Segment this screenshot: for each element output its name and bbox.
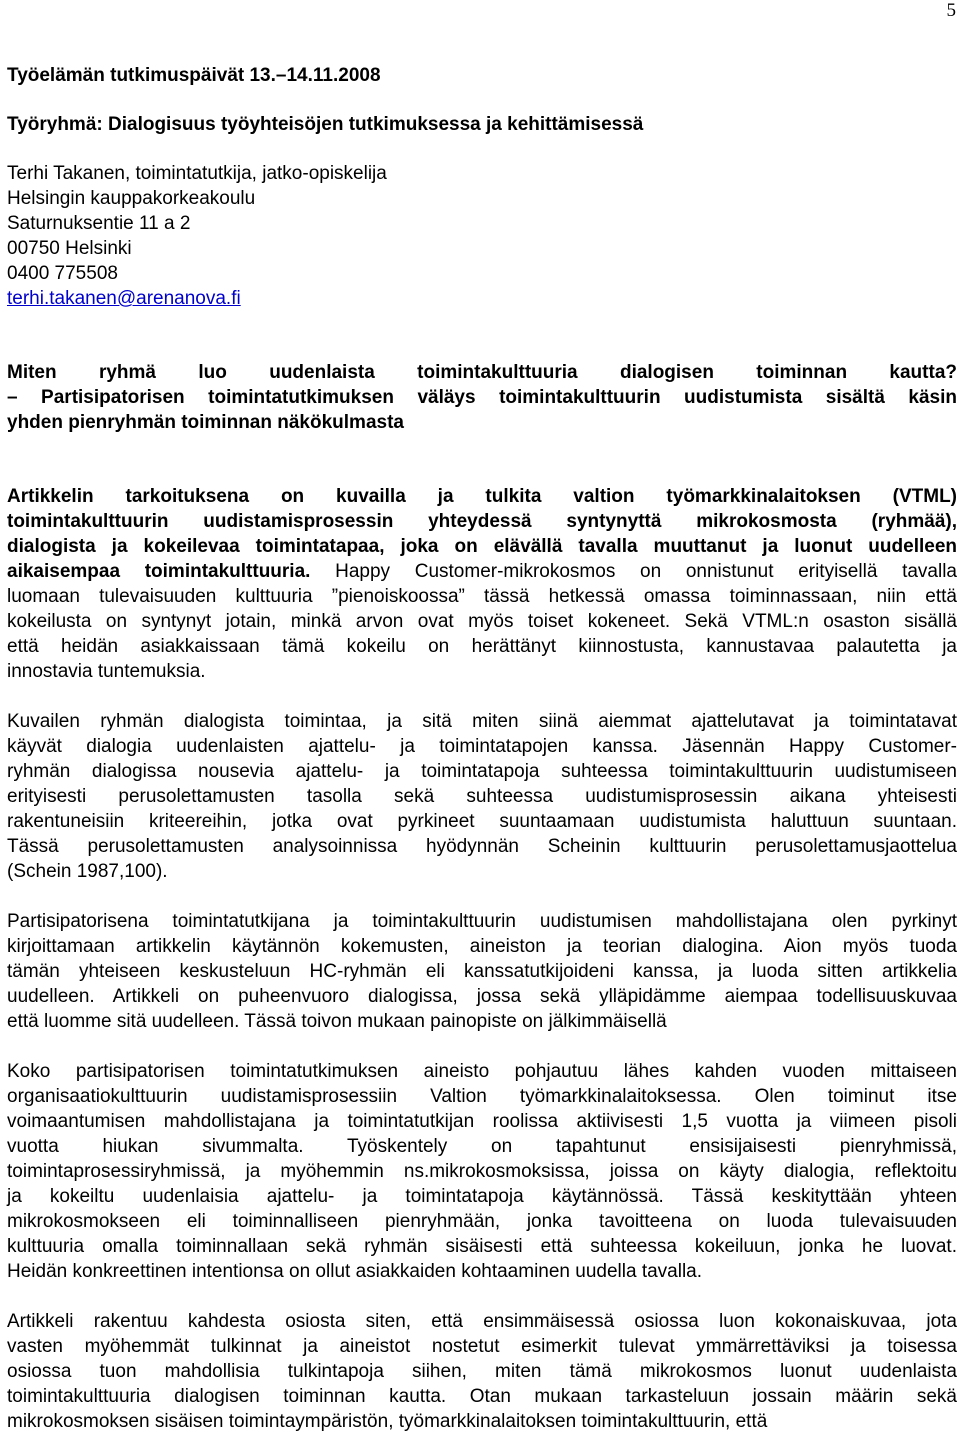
text: tämän yhteiseen keskusteluun HC-ryhmän eli kanssatutkijoideni kanssa, ja luoda sitten artikkelia [7, 961, 957, 982]
paragraph-line [7, 509, 957, 534]
paragraph-line [7, 834, 957, 859]
text: kulttuuria omalla toiminnallaan sekä ryhmän sisäisesti että suhteessa kokeiluun, jonka he luovat. [7, 1236, 957, 1257]
text: mikrokosmoksen sisäisen toimintaympäristön, työmarkkinalaitoksen toimintakulttuurin, että [7, 1411, 768, 1432]
paragraph-line [7, 1234, 957, 1259]
text: käyvät dialogia uudenlaisten ajattelu- ja toimintatapojen kanssa. Jäsennän Happy Customer- [7, 736, 957, 757]
paragraph [7, 909, 957, 1034]
paragraph-line [7, 1334, 957, 1359]
author-street: Saturnuksentie 11 a 2 [7, 213, 191, 234]
title-line: yhden pienryhmän toiminnan näkökulmasta [7, 412, 404, 433]
paragraph-line [7, 909, 957, 934]
paragraph-line [7, 1159, 957, 1184]
paragraph-line [7, 1409, 957, 1434]
paragraph-line [7, 934, 957, 959]
paragraph [7, 484, 957, 684]
paragraph-line [7, 1009, 957, 1034]
paragraph-line [7, 784, 957, 809]
title-line: Miten ryhmä luo uudenlaista toimintakulttuuria dialogisen toiminnan kautta? [7, 362, 957, 383]
paragraph-line [7, 559, 957, 584]
paragraph-line [7, 1084, 957, 1109]
bold-text: toimintakulttuurin uudistamisprosessin yhteydessä syntynyttä mikrokosmosta (ryhmää), [7, 511, 957, 532]
paragraph-line [7, 659, 957, 684]
text: vuotta hiukan sivummalta. Työskentely on tapahtunut ensisijaisesti pienryhmissä, [7, 1136, 957, 1157]
page-number: 5 [946, 0, 956, 21]
paragraph-line [7, 484, 957, 509]
paragraph-line [7, 609, 957, 634]
text: Tässä perusolettamusten analysoinnissa hyödynnän Scheinin kulttuurin perusolettamusjaottelua [7, 836, 957, 857]
text: mikrokosmokseen eli toiminnalliseen pienryhmään, jonka tavoitteena on luoda tulevaisuuden [7, 1211, 957, 1232]
article-paragraphs [7, 484, 957, 1434]
text: että luomme sitä uudelleen. Tässä toivon mukaan painopiste on jälkimmäisellä [7, 1011, 667, 1032]
paragraph-line [7, 709, 957, 734]
paragraph-line [7, 1259, 957, 1284]
document-body [7, 63, 957, 1434]
text: Partisipatorisena toimintatutkijana ja toimintakulttuurin uudistumisen mahdollistajana olen pyrkinyt [7, 911, 957, 932]
bold-text: aikaisempaa toimintakulttuuria. [7, 561, 311, 582]
author-name: Terhi Takanen, toimintatutkija, jatko-opiskelija [7, 163, 387, 184]
text: toimintakulttuuria dialogisen toiminnan kautta. Otan mukaan tarkasteluun jossain määrin sekä [7, 1386, 957, 1407]
event-title: Työelämän tutkimuspäivät 13.–14.11.2008 [7, 65, 381, 86]
text: Heidän konkreettinen intentionsa on ollut asiakkaiden kohtaaminen uudella tavalla. [7, 1261, 703, 1282]
author-city: 00750 Helsinki [7, 238, 132, 259]
text: kirjoittamaan artikkelin käytännön kokemusten, aineiston ja teorian dialogina. Aion myös tuoda [7, 936, 957, 957]
paragraph-line [7, 1184, 957, 1209]
text: vasten myöhemmät tulkinnat ja aineistot nostetut esimerkit tulevat ymmärrettäviksi ja toisessa [7, 1336, 957, 1357]
article-title [7, 360, 957, 435]
paragraph-line [7, 634, 957, 659]
text: ja kokeiltu uudenlaisia ajattelu- ja toimintatapoja käytännössä. Tässä keskityttään yhteen [7, 1186, 957, 1207]
paragraph-line [7, 1359, 957, 1384]
text: voimaantumisen mahdollistajana ja toimintatutkijan roolissa aktiivisesti 1,5 vuotta ja viimeen pisoli [7, 1111, 957, 1132]
text: toimintaprosessiryhmissä, ja myöhemmin ns.mikrokosmoksissa, joissa on käyty dialogia, reflektoitu [7, 1161, 957, 1182]
text: organisaatiokulttuurin uudistamisprosessiin Valtion työmarkkinalaitoksessa. Olen toiminut itse [7, 1086, 957, 1107]
paragraph-line [7, 1059, 957, 1084]
text: luomaan tulevaisuuden kulttuuria ”pienoiskoossa” tässä hetkessä omassa toiminnassaan, niin että [7, 586, 957, 607]
title-line: – Partisipatorisen toimintatutkimuksen väläys toimintakulttuurin uudistumista sisältä käsin [7, 387, 957, 408]
paragraph-line [7, 984, 957, 1009]
text: erityisesti perusolettamusten tasolla sekä suhteessa uudistumisprosessin aikana yhteisesti [7, 786, 957, 807]
text: rakentuneisiin kriteereihin, jotka ovat pyrkineet suuntaamaan uudistumista haluttuun suuntaan. [7, 811, 957, 832]
paragraph-line [7, 759, 957, 784]
text: innostavia tuntemuksia. [7, 661, 206, 682]
paragraph-line [7, 1134, 957, 1159]
text: Happy Customer-mikrokosmos on onnistunut erityisellä tavalla [310, 561, 957, 582]
text: kokeilusta on syntynyt jotain, minkä arvon ovat myös toiset kokeneet. Sekä VTML:n osaston sisällä [7, 611, 957, 632]
paragraph-line [7, 809, 957, 834]
text: Kuvailen ryhmän dialogista toimintaa, ja sitä miten siinä aiemmat ajattelutavat ja toimintatavat [7, 711, 957, 732]
author-email-link[interactable]: terhi.takanen@arenanova.fi [7, 288, 241, 309]
paragraph-line [7, 959, 957, 984]
paragraph [7, 709, 957, 884]
text: Koko partisipatorisen toimintatutkimuksen aineisto pohjautuu lähes kahden vuoden mittaiseen [7, 1061, 957, 1082]
bold-text: dialogista ja kokeilevaa toimintatapaa, joka on elävällä tavalla muuttanut ja luonut uudelleen [7, 536, 957, 557]
paragraph-line [7, 1109, 957, 1134]
text: osiossa tuon mahdollisia tulkintapoja siihen, miten tämä mikrokosmos luonut uudenlaista [7, 1361, 957, 1382]
paragraph-line [7, 1309, 957, 1334]
text: ryhmän dialogissa nousevia ajattelu- ja toimintatapoja suhteessa toimintakulttuurin uudistumiseen [7, 761, 957, 782]
paragraph-line [7, 859, 957, 884]
paragraph [7, 1309, 957, 1434]
paragraph-line [7, 1384, 957, 1409]
text: uudelleen. Artikkeli on puheenvuoro dialogissa, jossa sekä ylläpidämme aiempaa todellisuuskuvaa [7, 986, 957, 1007]
text: Artikkeli rakentuu kahdesta osiosta siten, että ensimmäisessä osiossa luon kokonaiskuvaa, jota [7, 1311, 957, 1332]
paragraph-line [7, 584, 957, 609]
author-phone: 0400 775508 [7, 263, 118, 284]
author-organization: Helsingin kauppakorkeakoulu [7, 188, 256, 209]
workgroup-title: Työryhmä: Dialogisuus työyhteisöjen tutkimuksessa ja kehittämisessä [7, 114, 644, 135]
paragraph-line [7, 534, 957, 559]
bold-text: Artikkelin tarkoituksena on kuvailla ja tulkita valtion työmarkkinalaitoksen (VTML) [7, 486, 957, 507]
text: että heidän asiakkaissaan tämä kokeilu on herättänyt kiinnostusta, kannustavaa palautetta ja [7, 636, 957, 657]
text: (Schein 1987,100). [7, 861, 168, 882]
paragraph [7, 1059, 957, 1284]
paragraph-line [7, 734, 957, 759]
paragraph-line [7, 1209, 957, 1234]
